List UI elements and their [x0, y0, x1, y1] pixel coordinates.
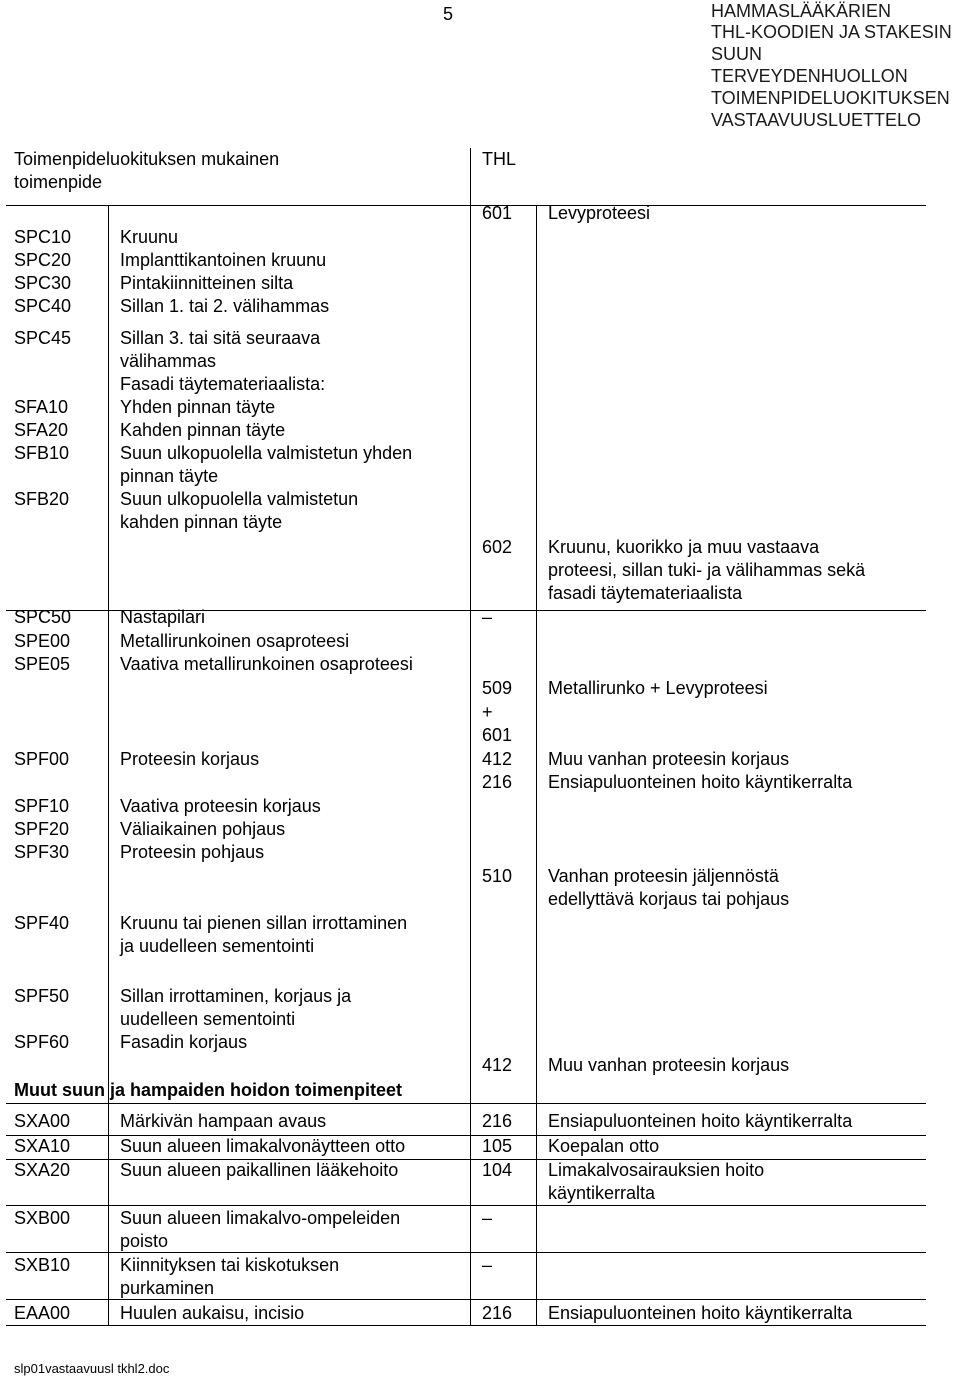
page-number: 5 — [443, 4, 454, 24]
thl-code: 216 — [482, 772, 513, 792]
procedure-code: SPF60 — [14, 1032, 70, 1052]
procedure-name: Märkivän hampaan avaus — [120, 1111, 327, 1131]
footer-filename: slp01vastaavuusl tkhl2.doc — [14, 1361, 170, 1376]
thl-description: Muu vanhan proteesin korjaus — [548, 1055, 790, 1075]
procedure-code: SXA20 — [14, 1160, 71, 1180]
thl-description: fasadi täytemateriaalista — [548, 583, 743, 603]
thl-code: 216 — [482, 1303, 513, 1323]
procedure-name: pinnan täyte — [120, 466, 219, 486]
procedure-name: Sillan 1. tai 2. välihammas — [120, 296, 330, 316]
thl-code: 602 — [482, 537, 513, 557]
procedure-name: Proteesin korjaus — [120, 749, 260, 769]
header-line: VASTAAVUUSLUETTELO — [711, 110, 922, 130]
procedure-name: Väliaikainen pohjaus — [120, 819, 286, 839]
column-header-procedure: toimenpide — [14, 172, 103, 192]
h-line — [6, 1325, 926, 1326]
procedure-name: Huulen aukaisu, incisio — [120, 1303, 305, 1323]
thl-code: – — [482, 607, 493, 627]
thl-description: Muu vanhan proteesin korjaus — [548, 749, 790, 769]
thl-description: Ensiapuluonteinen hoito käyntikerralta — [548, 1303, 853, 1323]
thl-description: käyntikerralta — [548, 1183, 656, 1203]
section-title: Muut suun ja hampaiden hoidon toimenpiteet — [14, 1080, 402, 1100]
procedure-name: Fasadin korjaus — [120, 1032, 248, 1052]
procedure-name: Vaativa metallirunkoinen osaproteesi — [120, 654, 413, 674]
procedure-code: SPC45 — [14, 328, 72, 348]
procedure-name: Sillan 3. tai sitä seuraava — [120, 328, 321, 348]
procedure-name: Proteesin pohjaus — [120, 842, 265, 862]
thl-description: proteesi, sillan tuki- ja välihammas sekä — [548, 560, 866, 580]
thl-code: – — [482, 1255, 493, 1275]
thl-code: 104 — [482, 1160, 513, 1180]
procedure-name: Pintakiinnitteinen silta — [120, 273, 294, 293]
procedure-name: ja uudelleen sementointi — [120, 936, 315, 956]
procedure-code: SFB10 — [14, 443, 70, 463]
procedure-code: SPF00 — [14, 749, 70, 769]
procedure-name: Kruunu — [120, 227, 179, 247]
column-header-thl: THL — [482, 149, 517, 169]
thl-code: – — [482, 1208, 493, 1228]
procedure-name: Implanttikantoinen kruunu — [120, 250, 327, 270]
thl-code: 412 — [482, 749, 513, 769]
procedure-name: Sillan irrottaminen, korjaus ja — [120, 986, 352, 1006]
h-line — [6, 1103, 926, 1104]
procedure-name: Suun ulkopuolella valmistetun — [120, 489, 359, 509]
thl-description: Kruunu, kuorikko ja muu vastaava — [548, 537, 820, 557]
procedure-code: SPE00 — [14, 631, 71, 651]
procedure-code: SXA10 — [14, 1136, 71, 1156]
h-line — [6, 1205, 926, 1206]
procedure-name: välihammas — [120, 351, 217, 371]
procedure-code: SPF30 — [14, 842, 70, 862]
header-line: TERVEYDENHUOLLON — [711, 66, 908, 86]
header-line: THL-KOODIEN JA STAKESIN — [711, 22, 952, 42]
procedure-code: SFA20 — [14, 420, 69, 440]
procedure-name: Vaativa proteesin korjaus — [120, 796, 321, 816]
thl-description: Limakalvosairauksien hoito — [548, 1160, 765, 1180]
thl-code: 412 — [482, 1055, 513, 1075]
procedure-name: Nastapilari — [120, 607, 206, 627]
thl-code: + — [482, 702, 493, 722]
procedure-name: Kruunu tai pienen sillan irrottaminen — [120, 913, 408, 933]
procedure-code: SPF10 — [14, 796, 70, 816]
procedure-name: Yhden pinnan täyte — [120, 397, 276, 417]
procedure-name: Kiinnityksen tai kiskotuksen — [120, 1255, 340, 1275]
procedure-code: SPC10 — [14, 227, 72, 247]
procedure-name: Kahden pinnan täyte — [120, 420, 286, 440]
column-header-procedure: Toimenpideluokituksen mukainen — [14, 149, 280, 169]
thl-description: Koepalan otto — [548, 1136, 660, 1156]
thl-code: 601 — [482, 725, 513, 745]
v-line-left — [108, 205, 109, 1325]
procedure-name: uudelleen sementointi — [120, 1009, 296, 1029]
procedure-name: kahden pinnan täyte — [120, 512, 283, 532]
thl-description: Levyproteesi — [548, 203, 651, 223]
procedure-code: SPC40 — [14, 296, 72, 316]
procedure-code: SXB00 — [14, 1208, 71, 1228]
procedure-name: Suun ulkopuolella valmistetun yhden — [120, 443, 413, 463]
header-line: TOIMENPIDELUOKITUKSEN — [711, 88, 950, 108]
h-line — [6, 205, 926, 206]
header-line: SUUN — [711, 44, 763, 64]
procedure-name: Suun alueen paikallinen lääkehoito — [120, 1160, 399, 1180]
thl-description: Vanhan proteesin jäljennöstä — [548, 866, 779, 886]
procedure-code: SPC20 — [14, 250, 72, 270]
procedure-name: Suun alueen limakalvo-ompeleiden — [120, 1208, 401, 1228]
procedure-code: EAA00 — [14, 1303, 71, 1323]
thl-description: Metallirunko + Levyproteesi — [548, 678, 768, 698]
procedure-code: SPF20 — [14, 819, 70, 839]
procedure-name: purkaminen — [120, 1278, 215, 1298]
procedure-code: SXB10 — [14, 1255, 71, 1275]
procedure-group-label: Fasadi täytemateriaalista: — [120, 374, 326, 394]
procedure-code: SFB20 — [14, 489, 70, 509]
thl-description: Ensiapuluonteinen hoito käyntikerralta — [548, 772, 853, 792]
thl-code: 601 — [482, 203, 513, 223]
procedure-code: SFA10 — [14, 397, 69, 417]
header-line: HAMMASLÄÄKÄRIEN — [711, 1, 892, 21]
thl-description: Ensiapuluonteinen hoito käyntikerralta — [548, 1111, 853, 1131]
procedure-code: SPE05 — [14, 654, 71, 674]
procedure-code: SPF50 — [14, 986, 70, 1006]
procedure-code: SXA00 — [14, 1111, 71, 1131]
thl-code: 510 — [482, 866, 513, 886]
v-line-mid — [470, 148, 471, 1325]
v-line-right — [536, 205, 537, 1325]
procedure-name: poisto — [120, 1231, 169, 1251]
procedure-code: SPC50 — [14, 607, 72, 627]
procedure-name: Metallirunkoinen osaproteesi — [120, 631, 350, 651]
thl-code: 509 — [482, 678, 513, 698]
thl-code: 105 — [482, 1136, 513, 1156]
thl-description: edellyttävä korjaus tai pohjaus — [548, 889, 790, 909]
procedure-name: Suun alueen limakalvonäytteen otto — [120, 1136, 406, 1156]
thl-code: 216 — [482, 1111, 513, 1131]
procedure-code: SPF40 — [14, 913, 70, 933]
procedure-code: SPC30 — [14, 273, 72, 293]
